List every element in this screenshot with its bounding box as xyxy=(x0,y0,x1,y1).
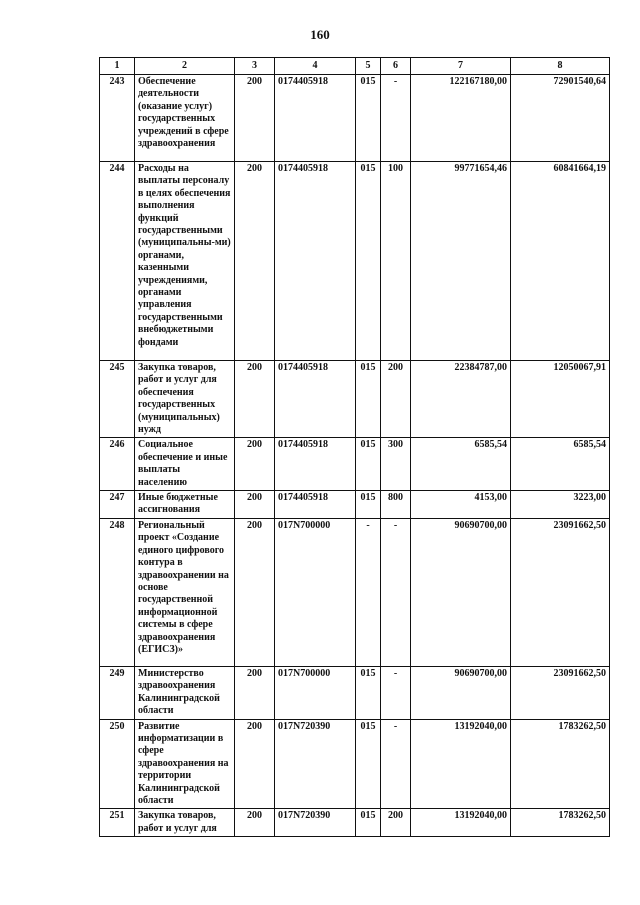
code-col5: 015 xyxy=(356,666,381,719)
code-col3: 200 xyxy=(235,719,275,809)
code-col4: 0174405918 xyxy=(275,75,356,162)
code-col6: - xyxy=(381,719,411,809)
code-col4: 0174405918 xyxy=(275,162,356,361)
item-name: Региональный проект «Создание единого цифрового контура в здравоохранении на основе государственной информационной системы в сфере здравоохранения (ЕГИСЗ)» xyxy=(135,518,235,666)
column-header: 4 xyxy=(275,58,356,75)
code-col4: 0174405918 xyxy=(275,438,356,491)
code-col6: 200 xyxy=(381,809,411,837)
table-row xyxy=(100,75,610,162)
item-name: Закупка товаров, работ и услуг для обеспечения государственных (муниципальных) нужд xyxy=(135,361,235,438)
code-col4: 017N700000 xyxy=(275,518,356,666)
row-number: 250 xyxy=(100,719,135,809)
amount-col8: 23091662,50 xyxy=(511,518,610,666)
code-col3: 200 xyxy=(235,438,275,491)
item-name: Министерство здравоохранения Калининградской области xyxy=(135,666,235,719)
page-number: 160 xyxy=(310,27,330,42)
amount-col8: 72901540,64 xyxy=(511,75,610,162)
row-number: 245 xyxy=(100,361,135,438)
code-col3: 200 xyxy=(235,666,275,719)
item-name: Развитие информатизации в сфере здравоохранения на территории Калининградской области xyxy=(135,719,235,809)
code-col5: 015 xyxy=(356,491,381,519)
code-col4: 0174405918 xyxy=(275,361,356,438)
code-col3: 200 xyxy=(235,162,275,361)
column-header: 1 xyxy=(100,58,135,75)
row-number: 249 xyxy=(100,666,135,719)
amount-col8: 3223,00 xyxy=(511,491,610,519)
code-col3: 200 xyxy=(235,491,275,519)
amount-col7: 99771654,46 xyxy=(411,162,511,361)
column-header: 3 xyxy=(235,58,275,75)
code-col3: 200 xyxy=(235,75,275,162)
code-col6: - xyxy=(381,75,411,162)
code-col5: 015 xyxy=(356,809,381,837)
amount-col7: 122167180,00 xyxy=(411,75,511,162)
column-header: 8 xyxy=(511,58,610,75)
header-row xyxy=(100,58,610,75)
amount-col7: 90690700,00 xyxy=(411,518,511,666)
row-number: 244 xyxy=(100,162,135,361)
table-row xyxy=(100,809,610,837)
item-name: Социальное обеспечение и иные выплаты населению xyxy=(135,438,235,491)
code-col3: 200 xyxy=(235,361,275,438)
code-col4: 0174405918 xyxy=(275,491,356,519)
code-col5: 015 xyxy=(356,719,381,809)
code-col5: - xyxy=(356,518,381,666)
amount-col8: 23091662,50 xyxy=(511,666,610,719)
code-col6: 200 xyxy=(381,361,411,438)
amount-col7: 13192040,00 xyxy=(411,719,511,809)
table-row xyxy=(100,719,610,809)
amount-col7: 13192040,00 xyxy=(411,809,511,837)
table-row xyxy=(100,666,610,719)
amount-col8: 1783262,50 xyxy=(511,809,610,837)
item-name: Закупка товаров, работ и услуг для xyxy=(135,809,235,837)
code-col6: 100 xyxy=(381,162,411,361)
code-col6: 300 xyxy=(381,438,411,491)
code-col5: 015 xyxy=(356,75,381,162)
row-number: 243 xyxy=(100,75,135,162)
amount-col8: 60841664,19 xyxy=(511,162,610,361)
table-row xyxy=(100,162,610,361)
code-col3: 200 xyxy=(235,809,275,837)
code-col5: 015 xyxy=(356,438,381,491)
code-col4: 017N720390 xyxy=(275,809,356,837)
row-number: 251 xyxy=(100,809,135,837)
table-row xyxy=(100,491,610,519)
item-name: Иные бюджетные ассигнования xyxy=(135,491,235,519)
amount-col7: 4153,00 xyxy=(411,491,511,519)
row-number: 246 xyxy=(100,438,135,491)
row-number: 248 xyxy=(100,518,135,666)
table-row xyxy=(100,361,610,438)
code-col6: 800 xyxy=(381,491,411,519)
column-header: 2 xyxy=(135,58,235,75)
code-col6: - xyxy=(381,666,411,719)
code-col4: 017N700000 xyxy=(275,666,356,719)
amount-col7: 6585,54 xyxy=(411,438,511,491)
table-row xyxy=(100,518,610,666)
amount-col7: 90690700,00 xyxy=(411,666,511,719)
amount-col8: 1783262,50 xyxy=(511,719,610,809)
code-col5: 015 xyxy=(356,162,381,361)
code-col4: 017N720390 xyxy=(275,719,356,809)
code-col6: - xyxy=(381,518,411,666)
budget-table xyxy=(99,57,610,837)
amount-col8: 6585,54 xyxy=(511,438,610,491)
amount-col7: 22384787,00 xyxy=(411,361,511,438)
column-header: 6 xyxy=(381,58,411,75)
column-header: 5 xyxy=(356,58,381,75)
column-header: 7 xyxy=(411,58,511,75)
code-col3: 200 xyxy=(235,518,275,666)
amount-col8: 12050067,91 xyxy=(511,361,610,438)
code-col5: 015 xyxy=(356,361,381,438)
item-name: Обеспечение деятельности (оказание услуг) государственных учреждений в сфере здравоохранения xyxy=(135,75,235,162)
table-row xyxy=(100,438,610,491)
row-number: 247 xyxy=(100,491,135,519)
item-name: Расходы на выплаты персоналу в целях обеспечения выполнения функций государственными (муниципальны-ми) органами, казенными учреждениями, органами управления государственными внебюджетными фондами xyxy=(135,162,235,361)
